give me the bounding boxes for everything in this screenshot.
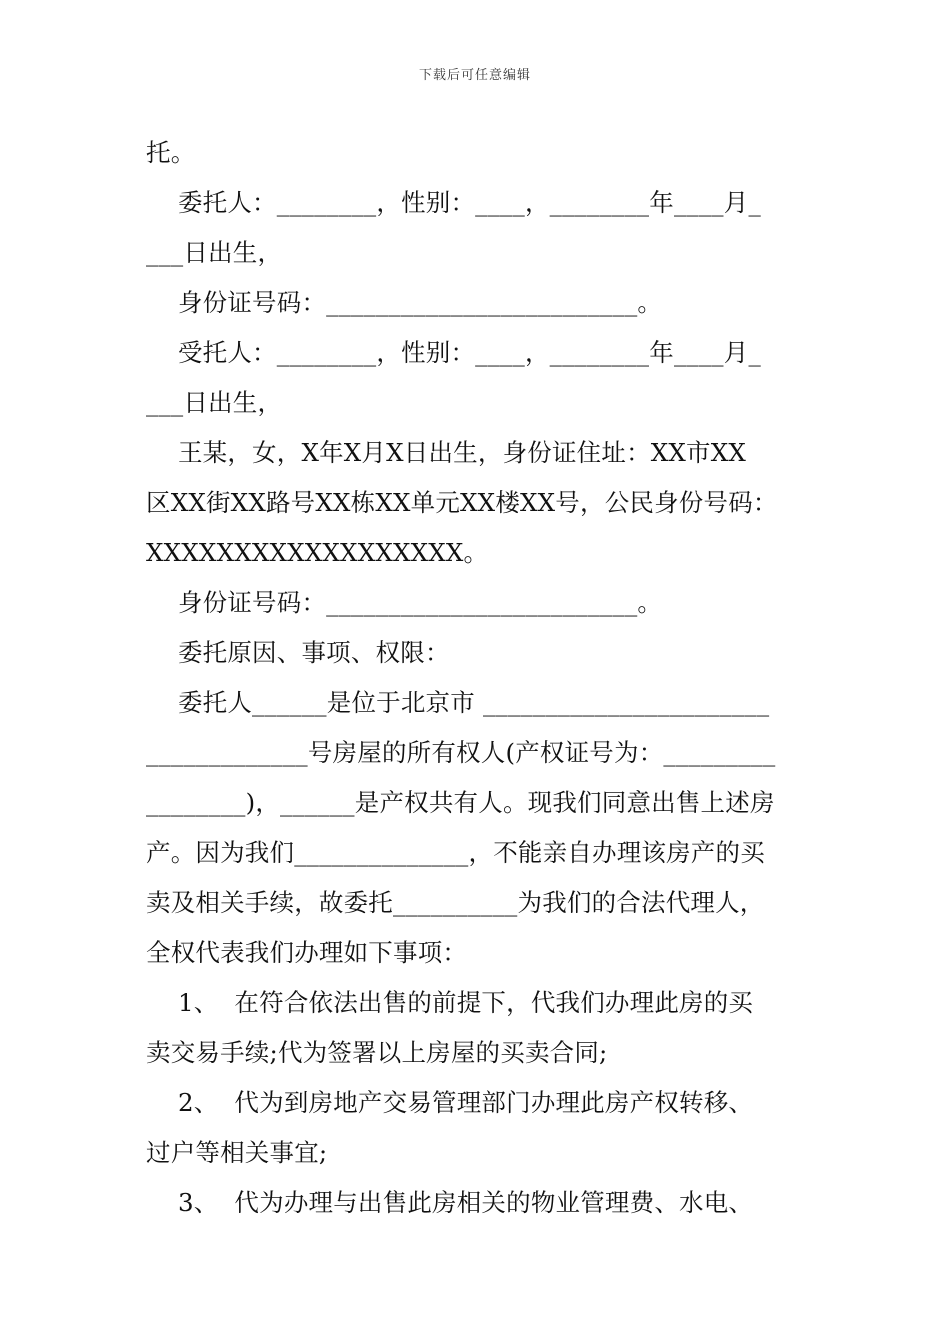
document-body bbox=[146, 128, 811, 1228]
page-header-note: 下载后可任意编辑 bbox=[418, 68, 531, 83]
text-line: ___日出生， bbox=[146, 238, 283, 267]
text-line: 托。 bbox=[146, 138, 196, 167]
text-line: 3、 代为办理与出售此房相关的物业管理费、水电、 bbox=[146, 1188, 754, 1217]
text-line: 区XX街XX路号XX栋XX单元XX楼XX号，公民身份号码： bbox=[146, 488, 778, 517]
text-line: 1、 在符合依法出售的前提下，代我们办理此房的买 bbox=[146, 988, 754, 1017]
text-line: 2、 代为到房地产交易管理部门办理此房产权转移、 bbox=[146, 1088, 754, 1117]
text-line: 委托人：________，性别：____，________年____月_ bbox=[146, 188, 761, 217]
text-line: 委托人______是位于北京市 _______________________ bbox=[146, 688, 770, 717]
text-line: 产。因为我们______________，不能亲自办理该房产的买 bbox=[146, 838, 765, 867]
text-line: 受托人：________，性别：____，________年____月_ bbox=[146, 338, 761, 367]
text-line: 委托原因、事项、权限： bbox=[146, 638, 450, 667]
text-line: 过户等相关事宜; bbox=[146, 1138, 328, 1167]
text-line: 全权代表我们办理如下事项： bbox=[146, 938, 468, 967]
text-line: 卖交易手续;代为签署以上房屋的买卖合同; bbox=[146, 1038, 608, 1067]
text-line: 身份证号码：_________________________。 bbox=[146, 288, 663, 317]
text-line: 身份证号码：_________________________。 bbox=[146, 588, 663, 617]
text-line: _____________号房屋的所有权人(产权证号为：_________ bbox=[146, 738, 776, 767]
text-line: ________)，______是产权共有人。现我们同意出售上述房 bbox=[146, 788, 775, 817]
text-line: 王某，女，X年X月X日出生，身份证住址：XX市XX bbox=[146, 438, 747, 467]
text-line: ___日出生， bbox=[146, 388, 283, 417]
text-line: XXXXXXXXXXXXXXXXXX。 bbox=[146, 538, 489, 567]
text-line: 卖及相关手续，故委托__________为我们的合法代理人， bbox=[146, 888, 765, 917]
